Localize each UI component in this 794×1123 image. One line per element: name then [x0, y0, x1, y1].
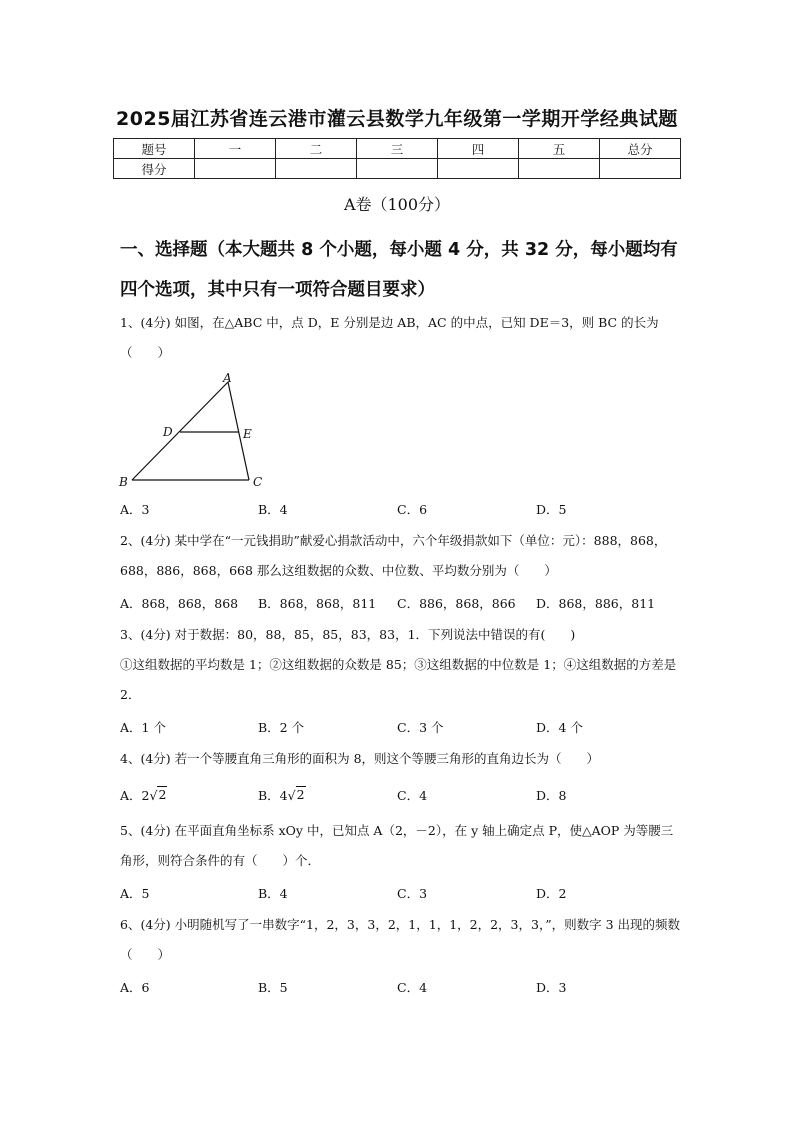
score-entry-cell [195, 159, 276, 179]
triangle-abc-figure [115, 370, 275, 490]
question-2-text: 2、(4分) 某中学在“一元钱捐助”献爱心捐款活动中，六个年级捐款如下（单位：元）：888，868，688，886，868，668 那么这组数据的众数、中位数、平均数分别为（ ） [120, 533, 667, 578]
question-5-options [120, 884, 680, 904]
option-a[interactable]: A．1 个 [120, 720, 166, 735]
score-table-header-row [114, 139, 681, 159]
table-cell: 二 [276, 139, 357, 159]
option-c[interactable]: C．3 [397, 886, 428, 901]
score-entry-cell [276, 159, 357, 179]
table-cell: 得分 [114, 159, 195, 179]
document-title: 2025届江苏省连云港市灌云县数学九年级第一学期开学经典试题 [116, 108, 678, 130]
table-cell: 一 [195, 139, 276, 159]
option-a[interactable]: A．5 [120, 886, 150, 901]
option-d[interactable]: D．5 [536, 502, 567, 517]
option-d[interactable]: D．3 [536, 980, 567, 995]
option-b[interactable]: B．4 [258, 502, 288, 517]
option-c[interactable]: C．4 [397, 788, 428, 803]
option-d[interactable]: D．4 个 [536, 720, 583, 735]
question-1-options [120, 500, 680, 520]
option-d[interactable]: D．8 [536, 788, 567, 803]
question-3-statements: ①这组数据的平均数是 1；②这组数据的众数是 85；③这组数据的中位数是 1；④这组数据的方差是 2． [120, 657, 677, 702]
option-b[interactable]: B．4√ 2 [258, 787, 305, 803]
option-a[interactable]: A．6 [120, 980, 150, 995]
option-b[interactable]: B．2 个 [258, 720, 305, 735]
question-6-text: 6、(4分) 小明随机写了一串数字“1，2，3，3，2，1，1，1，2，2，3，3，”，则数字 3 出现的频数（ ） [120, 917, 680, 962]
question-5-text: 5、(4分) 在平面直角坐标系 xOy 中，已知点 A（2，－2），在 y 轴上确定点 P，使△AOP 为等腰三角形，则符合条件的有（ ）个． [120, 823, 674, 868]
score-entry-cell [438, 159, 519, 179]
label-c: C [253, 475, 263, 489]
option-c[interactable]: C．3 个 [397, 720, 444, 735]
option-d[interactable]: D．2 [536, 886, 567, 901]
question-4-options [120, 786, 680, 806]
option-b[interactable]: B．5 [258, 980, 288, 995]
option-d[interactable]: D．868，886，811 [536, 596, 656, 611]
table-cell: 五 [519, 139, 600, 159]
option-c[interactable]: C．4 [397, 980, 428, 995]
table-cell: 题号 [114, 139, 195, 159]
label-b: B [119, 475, 128, 489]
label-d: D [163, 425, 173, 439]
section-1-heading: 一、选择题（本大题共 8 个小题，每小题 4 分，共 32 分，每小题均有四个选项，其中只有一项符合题目要求） [120, 240, 678, 300]
option-b[interactable]: B．4 [258, 886, 288, 901]
label-e: E [243, 427, 252, 441]
option-a[interactable]: A．2√ 2 [120, 787, 167, 803]
question-3-options [120, 718, 680, 738]
option-a-label: A．2 [120, 788, 150, 803]
option-b-label: B．4 [258, 788, 288, 803]
question-4-text: 4、(4分) 若一个等腰直角三角形的面积为 8，则这个等腰三角形的直角边长为（ ） [120, 751, 600, 766]
option-b[interactable]: B．868，868，811 [258, 596, 377, 611]
sqrt-radicand: 2 [296, 787, 305, 802]
question-6-options [120, 978, 680, 998]
sqrt-radicand: 2 [158, 787, 167, 802]
question-1-text: 1、(4分) 如图，在△ABC 中，点 D，E 分别是边 AB，AC 的中点，已知 DE＝3，则 BC 的长为（ ） [120, 315, 659, 360]
option-c[interactable]: C．886，868，866 [397, 596, 516, 611]
score-entry-cell [519, 159, 600, 179]
question-2-options [120, 594, 680, 614]
score-table-score-row [114, 159, 681, 179]
side-ab [132, 382, 228, 480]
table-cell: 三 [357, 139, 438, 159]
score-table [113, 138, 681, 179]
section-a-heading: A卷（100分） [343, 195, 451, 214]
table-cell: 总分 [600, 139, 681, 159]
score-entry-cell [600, 159, 681, 179]
option-a[interactable]: A．868，868，868 [120, 596, 239, 611]
question-3-text: 3、(4分) 对于数据：80，88，85，85，83，83，1．下列说法中错误的有( ) [120, 627, 576, 642]
label-a: A [223, 371, 232, 385]
option-c[interactable]: C．6 [397, 502, 428, 517]
score-entry-cell [357, 159, 438, 179]
option-a[interactable]: A．3 [120, 502, 150, 517]
table-cell: 四 [438, 139, 519, 159]
